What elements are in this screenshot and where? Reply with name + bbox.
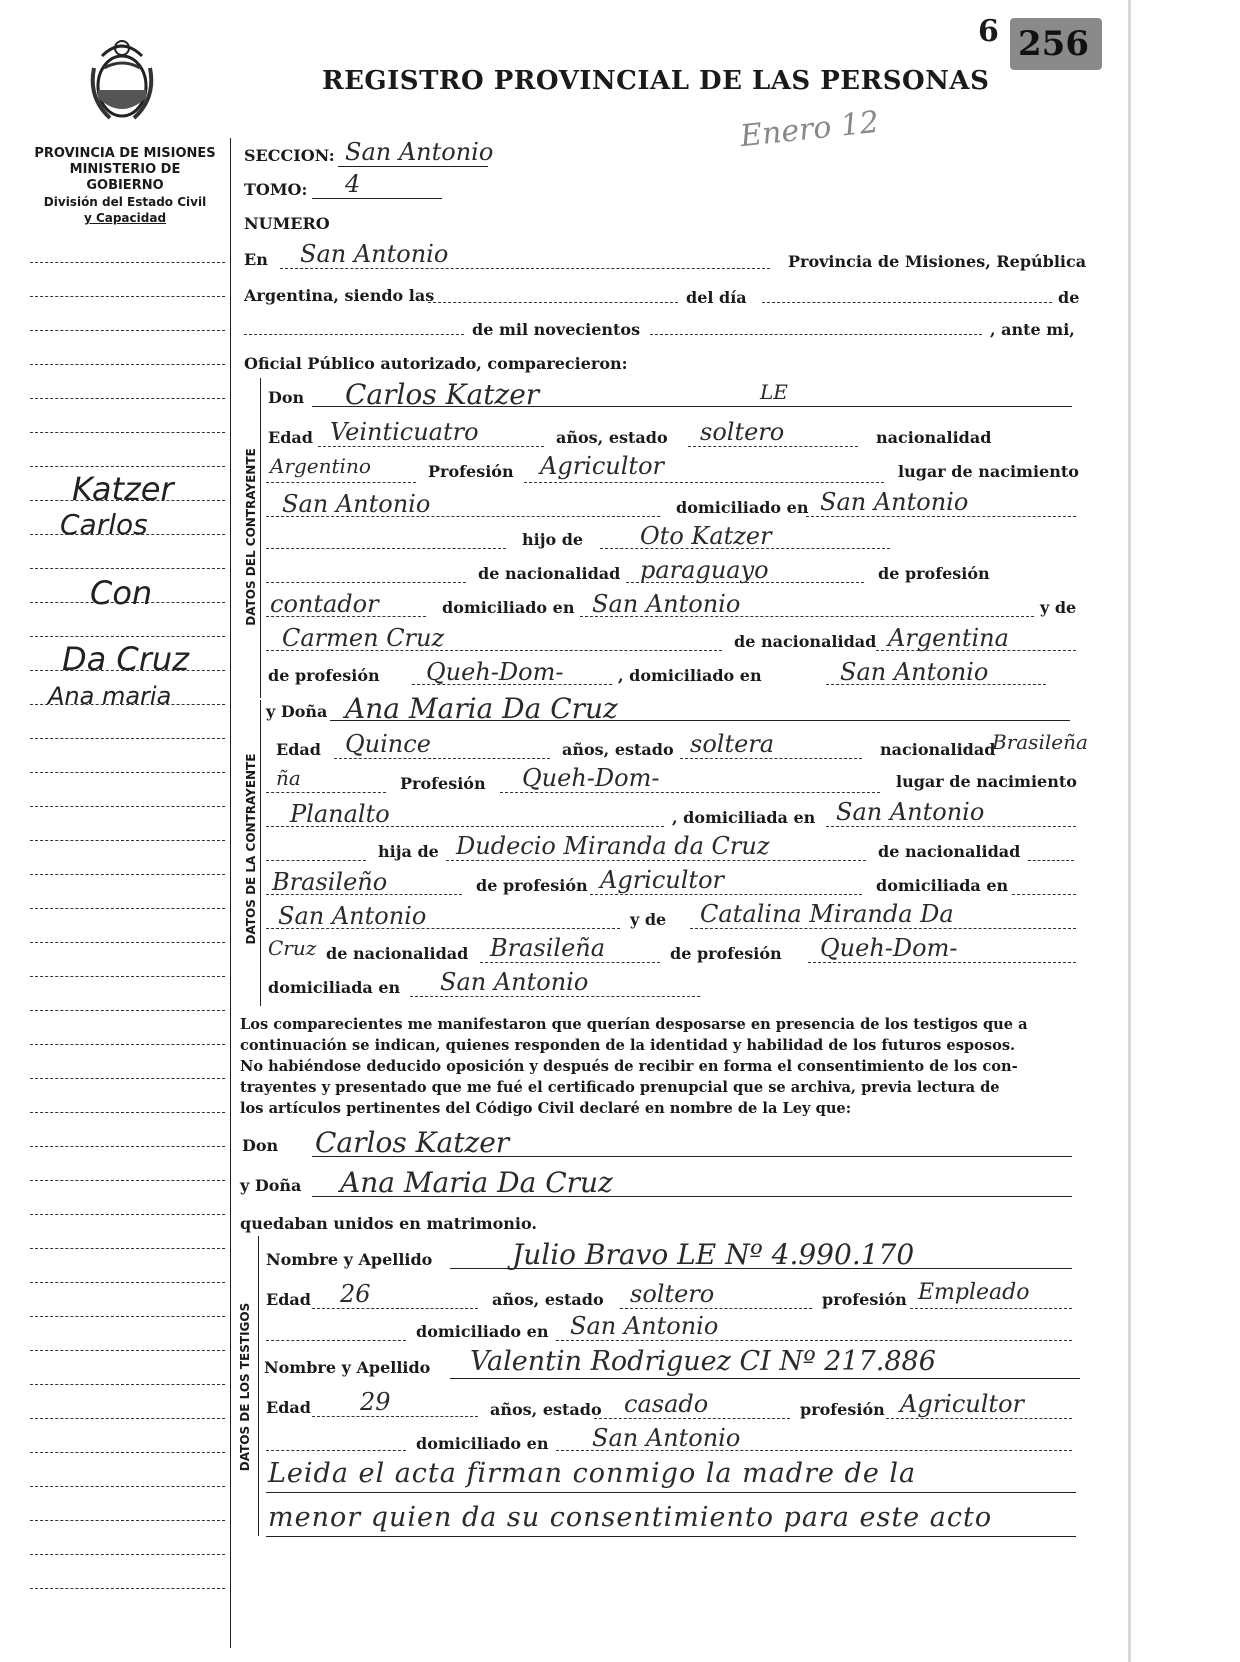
witness-note-1: Leida el acta firman conmigo la madre de la [268,1458,917,1489]
bride-mother-dom-label: domiciliada en [268,978,401,997]
groom-father-name: Oto Katzer [640,522,772,550]
bride-mother-name: Catalina Miranda Da [700,900,954,928]
bride-profesion-value: Queh-Dom- [522,764,660,792]
bride-lugar-label: lugar de nacimiento [896,772,1077,791]
en-value: San Antonio [300,240,449,268]
groom-mother-nac-value: Argentina [888,624,1009,652]
numero-label: NUMERO [244,214,330,233]
w1-profesion-label: profesión [822,1290,907,1309]
w2-anos-estado: años, estado [490,1400,602,1419]
bride-father-dom-label: domiciliada en [876,876,1009,895]
groom-profesion-value: Agricultor [540,452,664,480]
groom-domiciliado-label: domiciliado en [676,498,809,517]
groom-name: Carlos Katzer [345,378,540,411]
seccion-label: SECCION: [244,146,335,165]
groom-mother-dom-label: , domiciliado en [618,666,762,685]
bride-mother-prof-value: Queh-Dom- [820,934,958,962]
declaration-line-1: Los comparecientes me manifestaron que querían desposarse en presencia de los testigos que a [240,1016,1028,1033]
bride-domiciliada-label: , domiciliada en [672,808,816,827]
bride-anos-estado: años, estado [562,740,674,759]
declaration-paragraph [240,1014,1080,1119]
w2-profesion-label: profesión [800,1400,885,1419]
groom-y-de-label: y de [1040,598,1077,617]
margin-bride-firstname: Ana maria [48,682,172,710]
groom-father-prof-label: de profesión [878,564,990,583]
date-note: Enero 12 [738,104,881,155]
groom-nacionalidad-value: Argentino [270,454,371,478]
groom-hijo-label: hijo de [522,530,584,549]
groom-profesion-label: Profesión [428,462,514,481]
groom-lugar-label: lugar de nacimiento [898,462,1079,481]
groom-edad-value: Veinticuatro [330,418,479,446]
decl-dona-value: Ana Maria Da Cruz [340,1166,613,1199]
w1-anos-estado: años, estado [492,1290,604,1309]
de-label: de [1058,288,1080,307]
bride-father-dom-value: San Antonio [278,902,427,930]
groom-father-nac-value: paraguayo [640,556,769,584]
bride-mother-nac-value: Brasileña [490,934,606,962]
groom-mother-prof-label: de profesión [268,666,380,685]
bride-edad-value: Quince [345,730,431,758]
seccion-value: San Antonio [345,138,494,166]
bride-nac-cont: ña [276,766,301,790]
decl-don-label: Don [242,1136,279,1155]
w2-dom-label: domiciliado en [416,1434,549,1453]
decl-don-value: Carlos Katzer [315,1126,510,1159]
margin-surname: Katzer [72,470,174,508]
groom-domicilio-value: San Antonio [820,488,969,516]
bride-estado-value: soltera [690,730,775,758]
declaration-line-3: No habiéndose deducido oposición y después de recibir en forma el consentimiento de los con- [240,1058,1018,1075]
margin-bride-surname: Da Cruz [62,640,189,678]
groom-name-note: LE [760,380,788,404]
w2-nombre-label: Nombre y Apellido [264,1358,431,1377]
page-title: REGISTRO PROVINCIAL DE LAS PERSONAS [322,66,990,96]
margin-firstname: Carlos [60,508,148,541]
groom-father-dom-value: San Antonio [592,590,741,618]
w1-edad-label: Edad [266,1290,311,1309]
groom-father-nac-label: de nacionalidad [478,564,621,583]
bride-father-prof-value: Agricultor [600,866,724,894]
groom-don-label: Don [268,388,305,407]
declaration-line-5: los artículos pertinentes del Código Civil declaré en nombre de la Ley que: [240,1100,852,1117]
w2-dom-value: San Antonio [592,1424,741,1452]
witnesses-section-label: DATOS DE LOS TESTIGOS [238,1302,252,1472]
w2-nombre-value: Valentin Rodriguez CI Nº 217.886 [470,1346,936,1377]
w1-profesion-value: Empleado [918,1280,1030,1305]
groom-mother-name: Carmen Cruz [282,624,445,652]
en-label: En [244,250,268,269]
division-label: División del Estado Civil [43,195,207,209]
bride-name: Ana Maria Da Cruz [345,692,618,725]
bride-father-nac-label: de nacionalidad [878,842,1021,861]
province-label: PROVINCIA DE MISIONES [34,146,216,161]
bride-dona-label: y Doña [266,702,328,721]
bride-profesion-label: Profesión [400,774,486,793]
bride-father-name: Dudecio Miranda da Cruz [456,832,770,860]
bride-father-nac-value: Brasileño [272,868,388,896]
bride-mother-dom-value: San Antonio [440,968,589,996]
w1-dom-value: San Antonio [570,1312,719,1340]
coat-of-arms-icon [82,28,162,128]
capacity-label: y Capacidad [83,211,167,225]
groom-father-prof-value: contador [270,590,379,618]
bride-mother-name-cont: Cruz [268,936,317,960]
groom-lugar-value: San Antonio [282,490,431,518]
declaration-line-2: continuación se indican, quienes responden de la identidad y habilidad de los futuros esposos. [240,1037,1016,1054]
provincia-text: Provincia de Misiones, República [788,252,1087,271]
stamp-number [1010,18,1102,70]
argentina-text: Argentina, siendo las [244,286,435,305]
bride-lugar-value: Planalto [290,800,390,828]
w1-dom-label: domiciliado en [416,1322,549,1341]
main-divider [230,138,231,1648]
groom-father-dom-label: domiciliado en [442,598,575,617]
ante-mi-label: , ante mi, [990,320,1075,339]
groom-edad-label: Edad [268,428,313,447]
decl-dona-label: y Doña [240,1176,302,1195]
groom-mother-prof-value: Queh-Dom- [426,658,564,686]
w1-edad-value: 26 [340,1280,371,1308]
mil-novecientos-label: de mil novecientos [472,320,641,339]
tomo-label: TOMO: [244,180,308,199]
bride-mother-nac-label: de nacionalidad [326,944,469,963]
bride-mother-prof-label: de profesión [670,944,782,963]
groom-mother-nac-label: de nacionalidad [734,632,877,651]
groom-mother-dom-value: San Antonio [840,658,989,686]
declaration-line-4: trayentes y presentado que me fué el certificado prenupcial que se archiva, previa lectura de [240,1079,1000,1096]
bride-y-de-label: y de [630,910,667,929]
bride-hija-label: hija de [378,842,439,861]
bride-domicilio-value: San Antonio [836,798,985,826]
groom-estado-value: soltero [700,418,785,446]
bride-nacionalidad-label: nacionalidad [880,740,996,759]
w2-edad-label: Edad [266,1398,311,1417]
margin-con: Con [90,574,153,612]
decl-unidos: quedaban unidos en matrimonio. [240,1214,537,1233]
w1-nombre-value: Julio Bravo LE Nº 4.990.170 [512,1238,915,1271]
groom-anos-estado: años, estado [556,428,668,447]
bride-nacionalidad-value: Brasileña [992,730,1088,754]
ministry-label: MINISTERIO DE GOBIERNO [69,162,181,193]
witness-note-2: menor quien da su consentimiento para este acto [268,1502,993,1533]
w2-edad-value: 29 [360,1388,391,1416]
tomo-value: 4 [345,170,361,198]
del-dia-label: del día [686,288,747,307]
stamp-number-text: 256 [1018,24,1089,64]
groom-nacionalidad-label: nacionalidad [876,428,992,447]
w2-profesion-value: Agricultor [900,1390,1024,1418]
bride-edad-label: Edad [276,740,321,759]
w1-estado-value: soltero [630,1280,715,1308]
w2-estado-value: casado [624,1390,709,1418]
page-edge-right [1128,0,1131,1662]
bride-father-prof-label: de profesión [476,876,588,895]
page-number: 6 [978,14,999,49]
header-left [30,146,220,226]
oficial-text: Oficial Público autorizado, comparecieron: [244,354,628,373]
w1-nombre-label: Nombre y Apellido [266,1250,433,1269]
groom-section-label: DATOS DEL CONTRAYENTE [244,448,258,626]
bride-section-label: DATOS DE LA CONTRAYENTE [244,753,258,945]
